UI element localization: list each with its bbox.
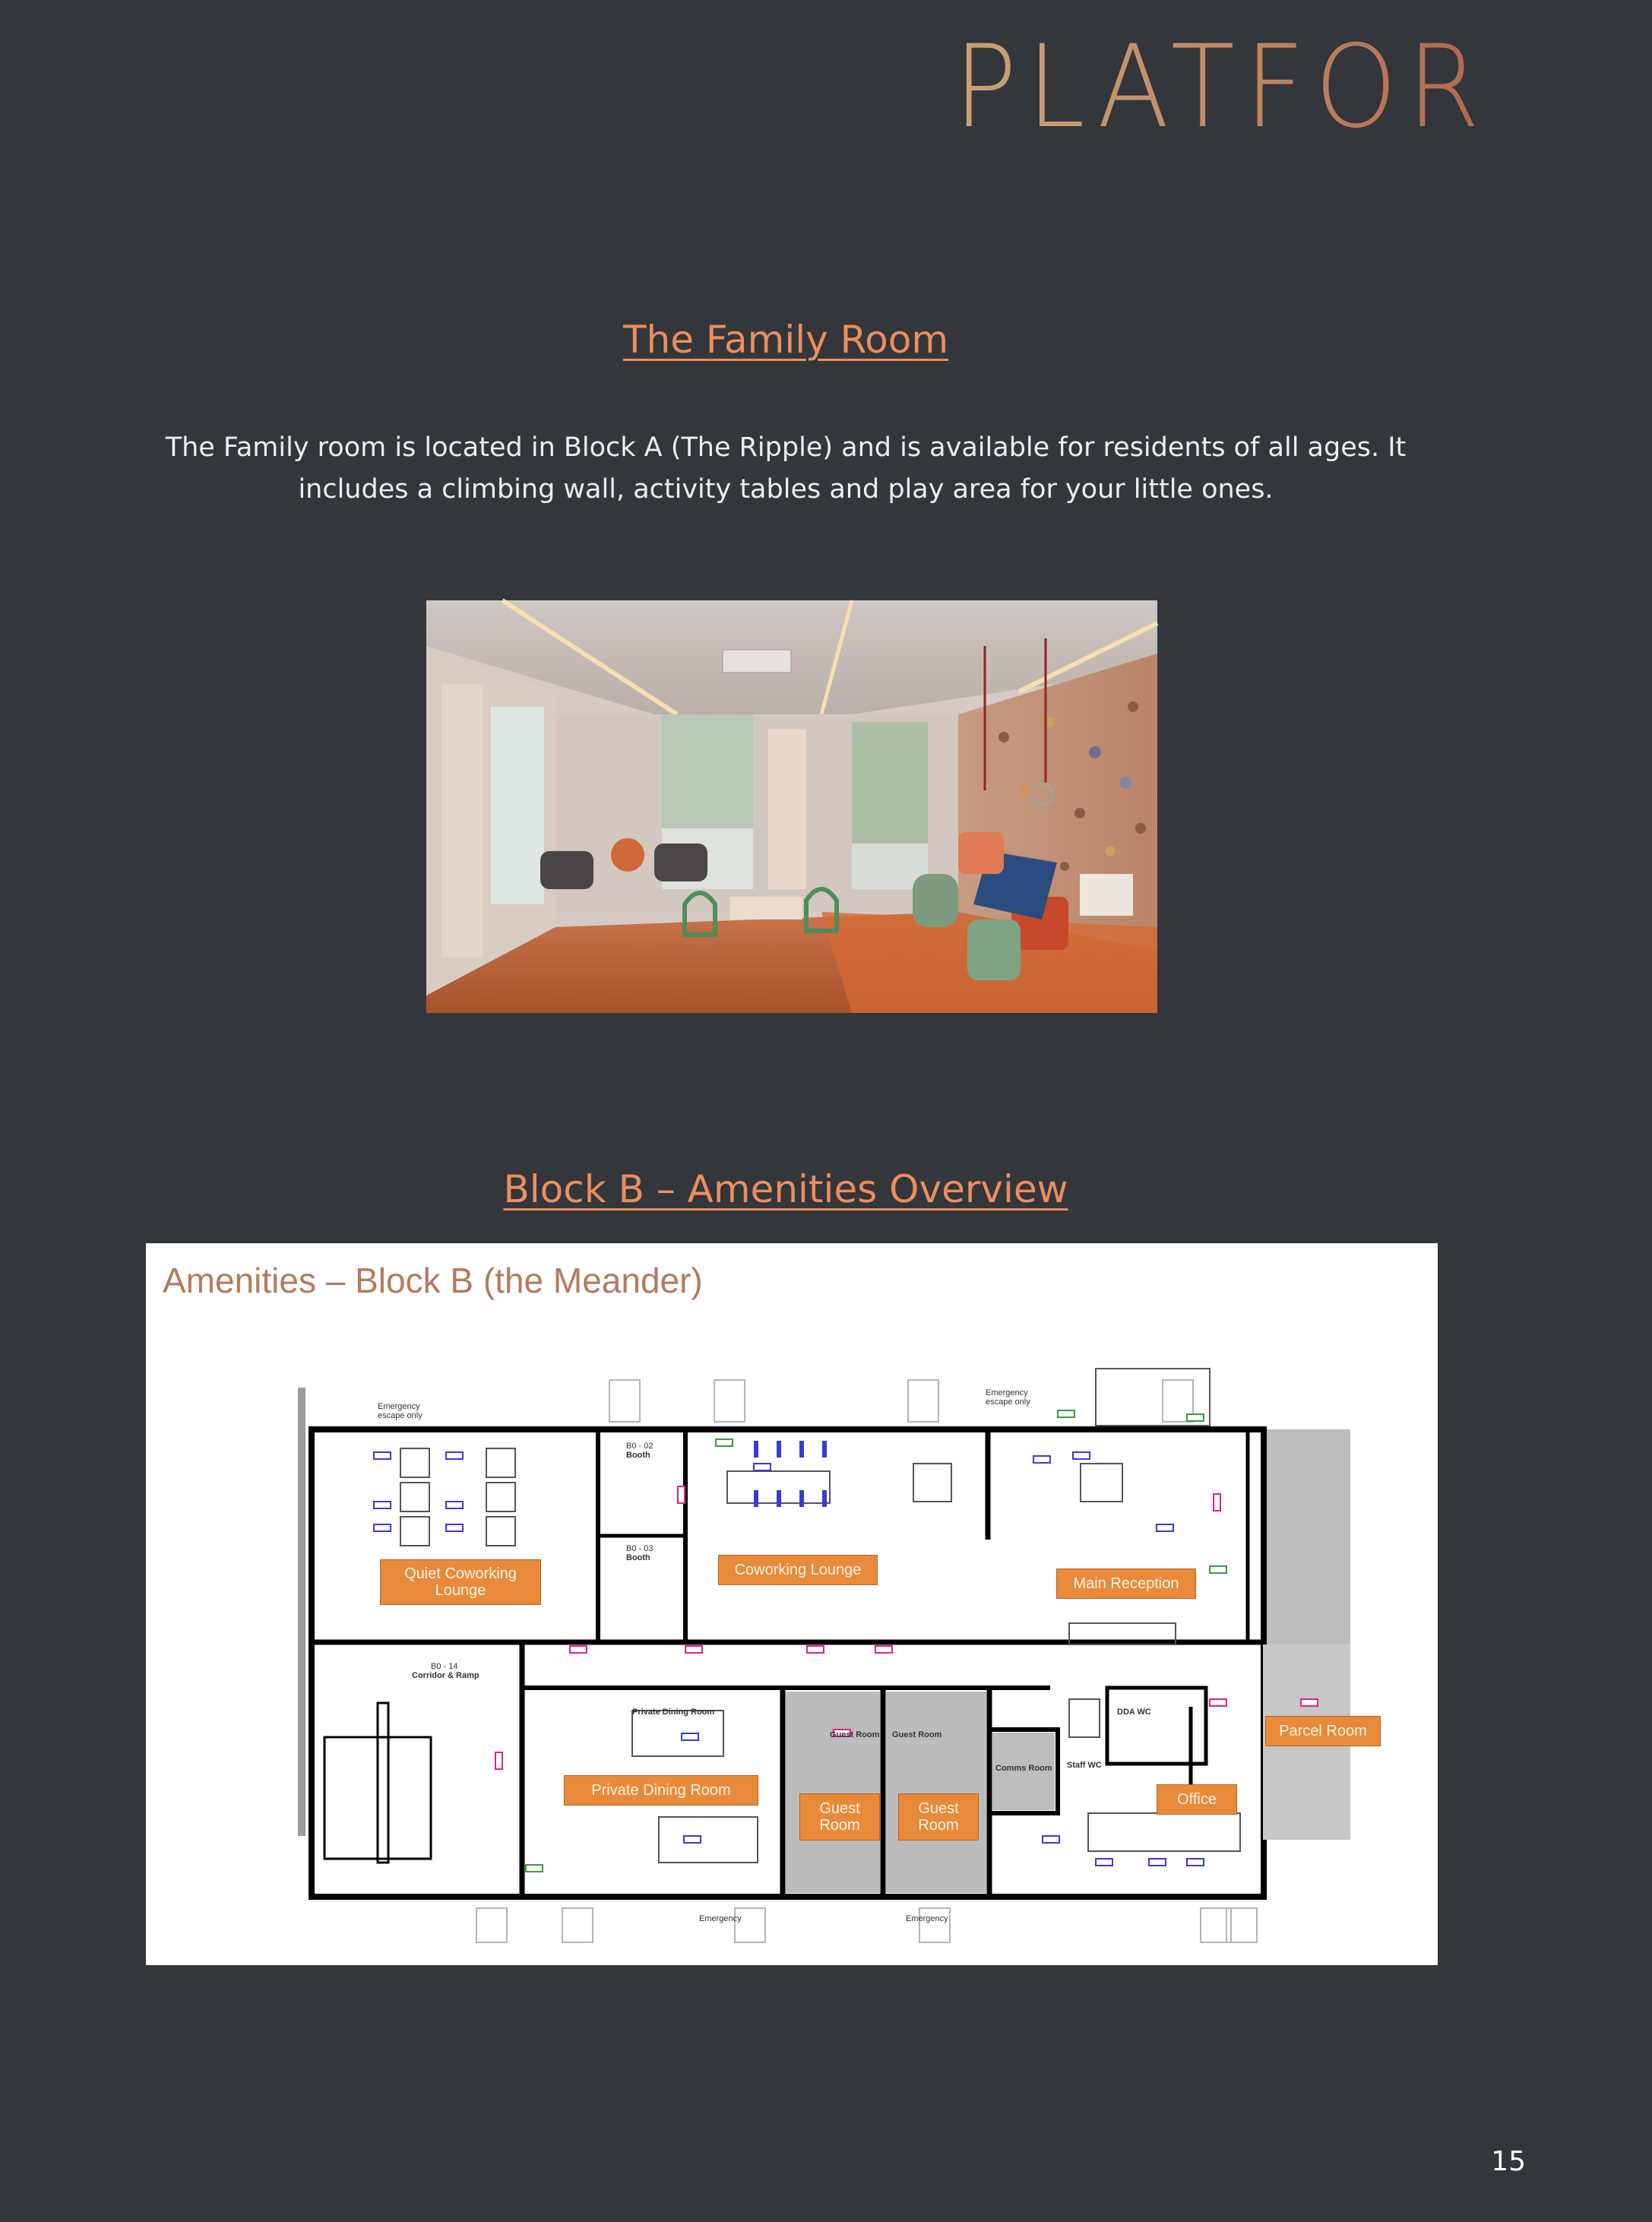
svg-text:Emergency: Emergency — [699, 1914, 742, 1923]
svg-text:Emergency: Emergency — [906, 1914, 948, 1923]
page-number: 15 — [1491, 2146, 1526, 2177]
label-parcel-room: Parcel Room — [1265, 1716, 1381, 1746]
svg-text:escape only: escape only — [378, 1411, 422, 1420]
svg-text:B0 - 02: B0 - 02 — [626, 1442, 654, 1451]
svg-text:B0 - 14: B0 - 14 — [431, 1662, 458, 1671]
label-office: Office — [1157, 1784, 1237, 1815]
svg-text:Booth: Booth — [626, 1451, 650, 1460]
svg-text:DDA WC: DDA WC — [1117, 1708, 1151, 1717]
svg-text:Private Dining Room: Private Dining Room — [632, 1708, 715, 1717]
svg-text:Guest Room: Guest Room — [892, 1730, 942, 1739]
svg-text:Emergency: Emergency — [986, 1388, 1028, 1397]
label-coworking-lounge: Coworking Lounge — [718, 1555, 878, 1585]
svg-text:escape only: escape only — [986, 1397, 1030, 1407]
family-room-description: The Family room is located in Block A (The Ripple) and is available for residents of all ages. It includes a climbing wall, activity tables and play area for your little ones. — [165, 432, 1407, 505]
svg-text:B0 - 03: B0 - 03 — [626, 1544, 654, 1553]
label-private-dining-room: Private Dining Room — [564, 1775, 758, 1806]
block-b-floor-plan — [146, 1243, 1438, 1965]
label-guest-room-2: Guest Room — [898, 1793, 979, 1841]
svg-text:Emergency: Emergency — [378, 1402, 420, 1411]
floor-plan-title: Amenities – Block B (the Meander) — [163, 1261, 703, 1300]
platform-logo: PLATFORM_ — [954, 21, 1652, 154]
label-guest-room-1: Guest Room — [799, 1793, 880, 1841]
label-main-reception: Main Reception — [1056, 1568, 1196, 1599]
label-quiet-coworking-lounge: Quiet Coworking Lounge — [380, 1559, 541, 1605]
svg-text:Booth: Booth — [626, 1553, 650, 1562]
svg-text:Corridor & Ramp: Corridor & Ramp — [412, 1671, 479, 1680]
family-room-photo — [426, 600, 1157, 1013]
floor-plan-drawing — [146, 1243, 1438, 1965]
svg-text:Guest Room: Guest Room — [830, 1730, 880, 1739]
svg-text:Comms Room: Comms Room — [995, 1764, 1052, 1773]
svg-text:Staff WC: Staff WC — [1067, 1761, 1102, 1770]
family-room-title: The Family Room — [622, 318, 949, 362]
block-b-title: Block B – Amenities Overview — [503, 1167, 1068, 1211]
